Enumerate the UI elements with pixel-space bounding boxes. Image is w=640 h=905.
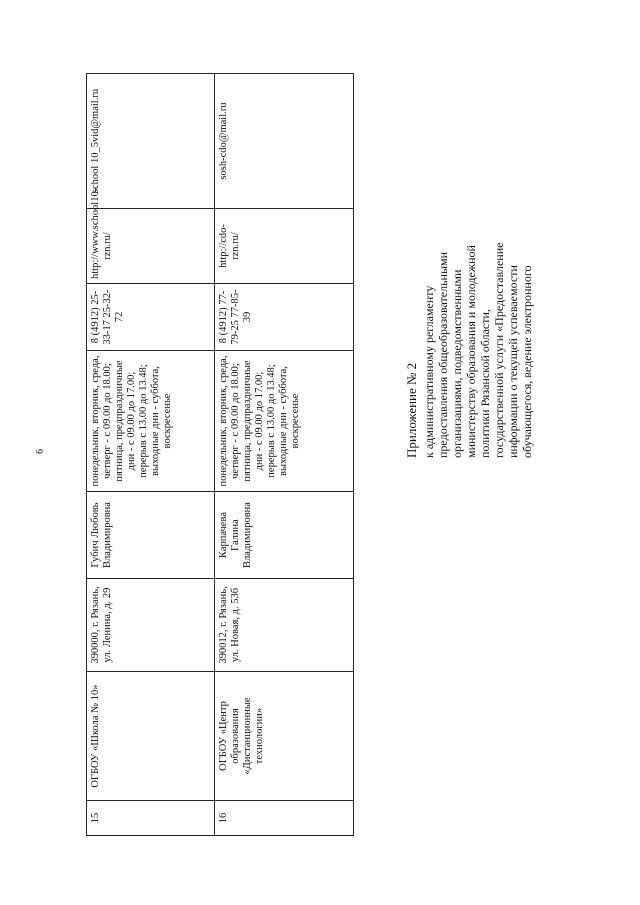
annex-line: министерству образования и молодежной	[464, 245, 478, 458]
table-row	[215, 74, 354, 836]
institution-name: ОГБОУ «Центр образования «Дистанционные технологии»	[215, 672, 354, 801]
annex-line: информации о текущей успеваемости	[506, 265, 520, 458]
annex-header	[404, 58, 584, 458]
institutions-table	[86, 73, 354, 836]
phone-numbers: 8 (4912) 77-79-25 77-85-39	[215, 284, 354, 351]
annex-line: к административному регламенту	[422, 285, 436, 458]
email: sosh-cdo@mail.ru	[215, 74, 354, 209]
annex-line: государственной услуги «Предоставление	[492, 242, 506, 458]
annex-header-region	[404, 58, 584, 458]
annex-line: обучающегося, ведение электронного	[520, 265, 534, 458]
phone-numbers: 8 (4912) 25-33-17 25-32-72	[87, 284, 215, 351]
website: http://www.school10-rzn.ru/	[87, 209, 215, 284]
institution-head: Карпачева Галина Владимировна	[215, 492, 354, 579]
annex-line: предоставления общеобразовательными	[436, 251, 450, 458]
working-hours: понедельник, вторник, среда, четверг - с 09.00 до 18.00; пятница, предпраздничные дни - с 09.00 до 17.00; перерыв с 13.00 до 13.48; выходные дни - суббота, воскресенье	[87, 351, 215, 492]
row-number: 15	[87, 801, 215, 836]
institution-address: 390000, г. Рязань, ул. Ленина, д. 29	[87, 579, 215, 672]
row-number: 16	[215, 801, 354, 836]
email: school 10_5vid@mail.ru	[87, 74, 215, 209]
institutions-table-region	[86, 76, 354, 836]
institution-name: ОГБОУ «Школа № 10»	[87, 672, 215, 801]
page-number: 6	[35, 449, 46, 454]
institution-address: 390012, г. Рязань, ул. Новая, д. 53б	[215, 579, 354, 672]
table-row	[87, 74, 215, 836]
institution-head: Губич Любовь Владимировна	[87, 492, 215, 579]
website: http://cdo-rzn.ru/	[215, 209, 354, 284]
working-hours: понедельник, вторник, среда, четверг - с 09.00 до 18.00; пятница, предпраздничные дни - с 09.00 до 17.00; перерыв с 13.00 до 13.48; выходные дни - суббота, воскресенье	[215, 351, 354, 492]
annex-line: политики Рязанской области,	[478, 309, 492, 458]
annex-line: организациями, подведомственными	[450, 269, 464, 458]
annex-title: Приложение № 2	[404, 362, 419, 458]
